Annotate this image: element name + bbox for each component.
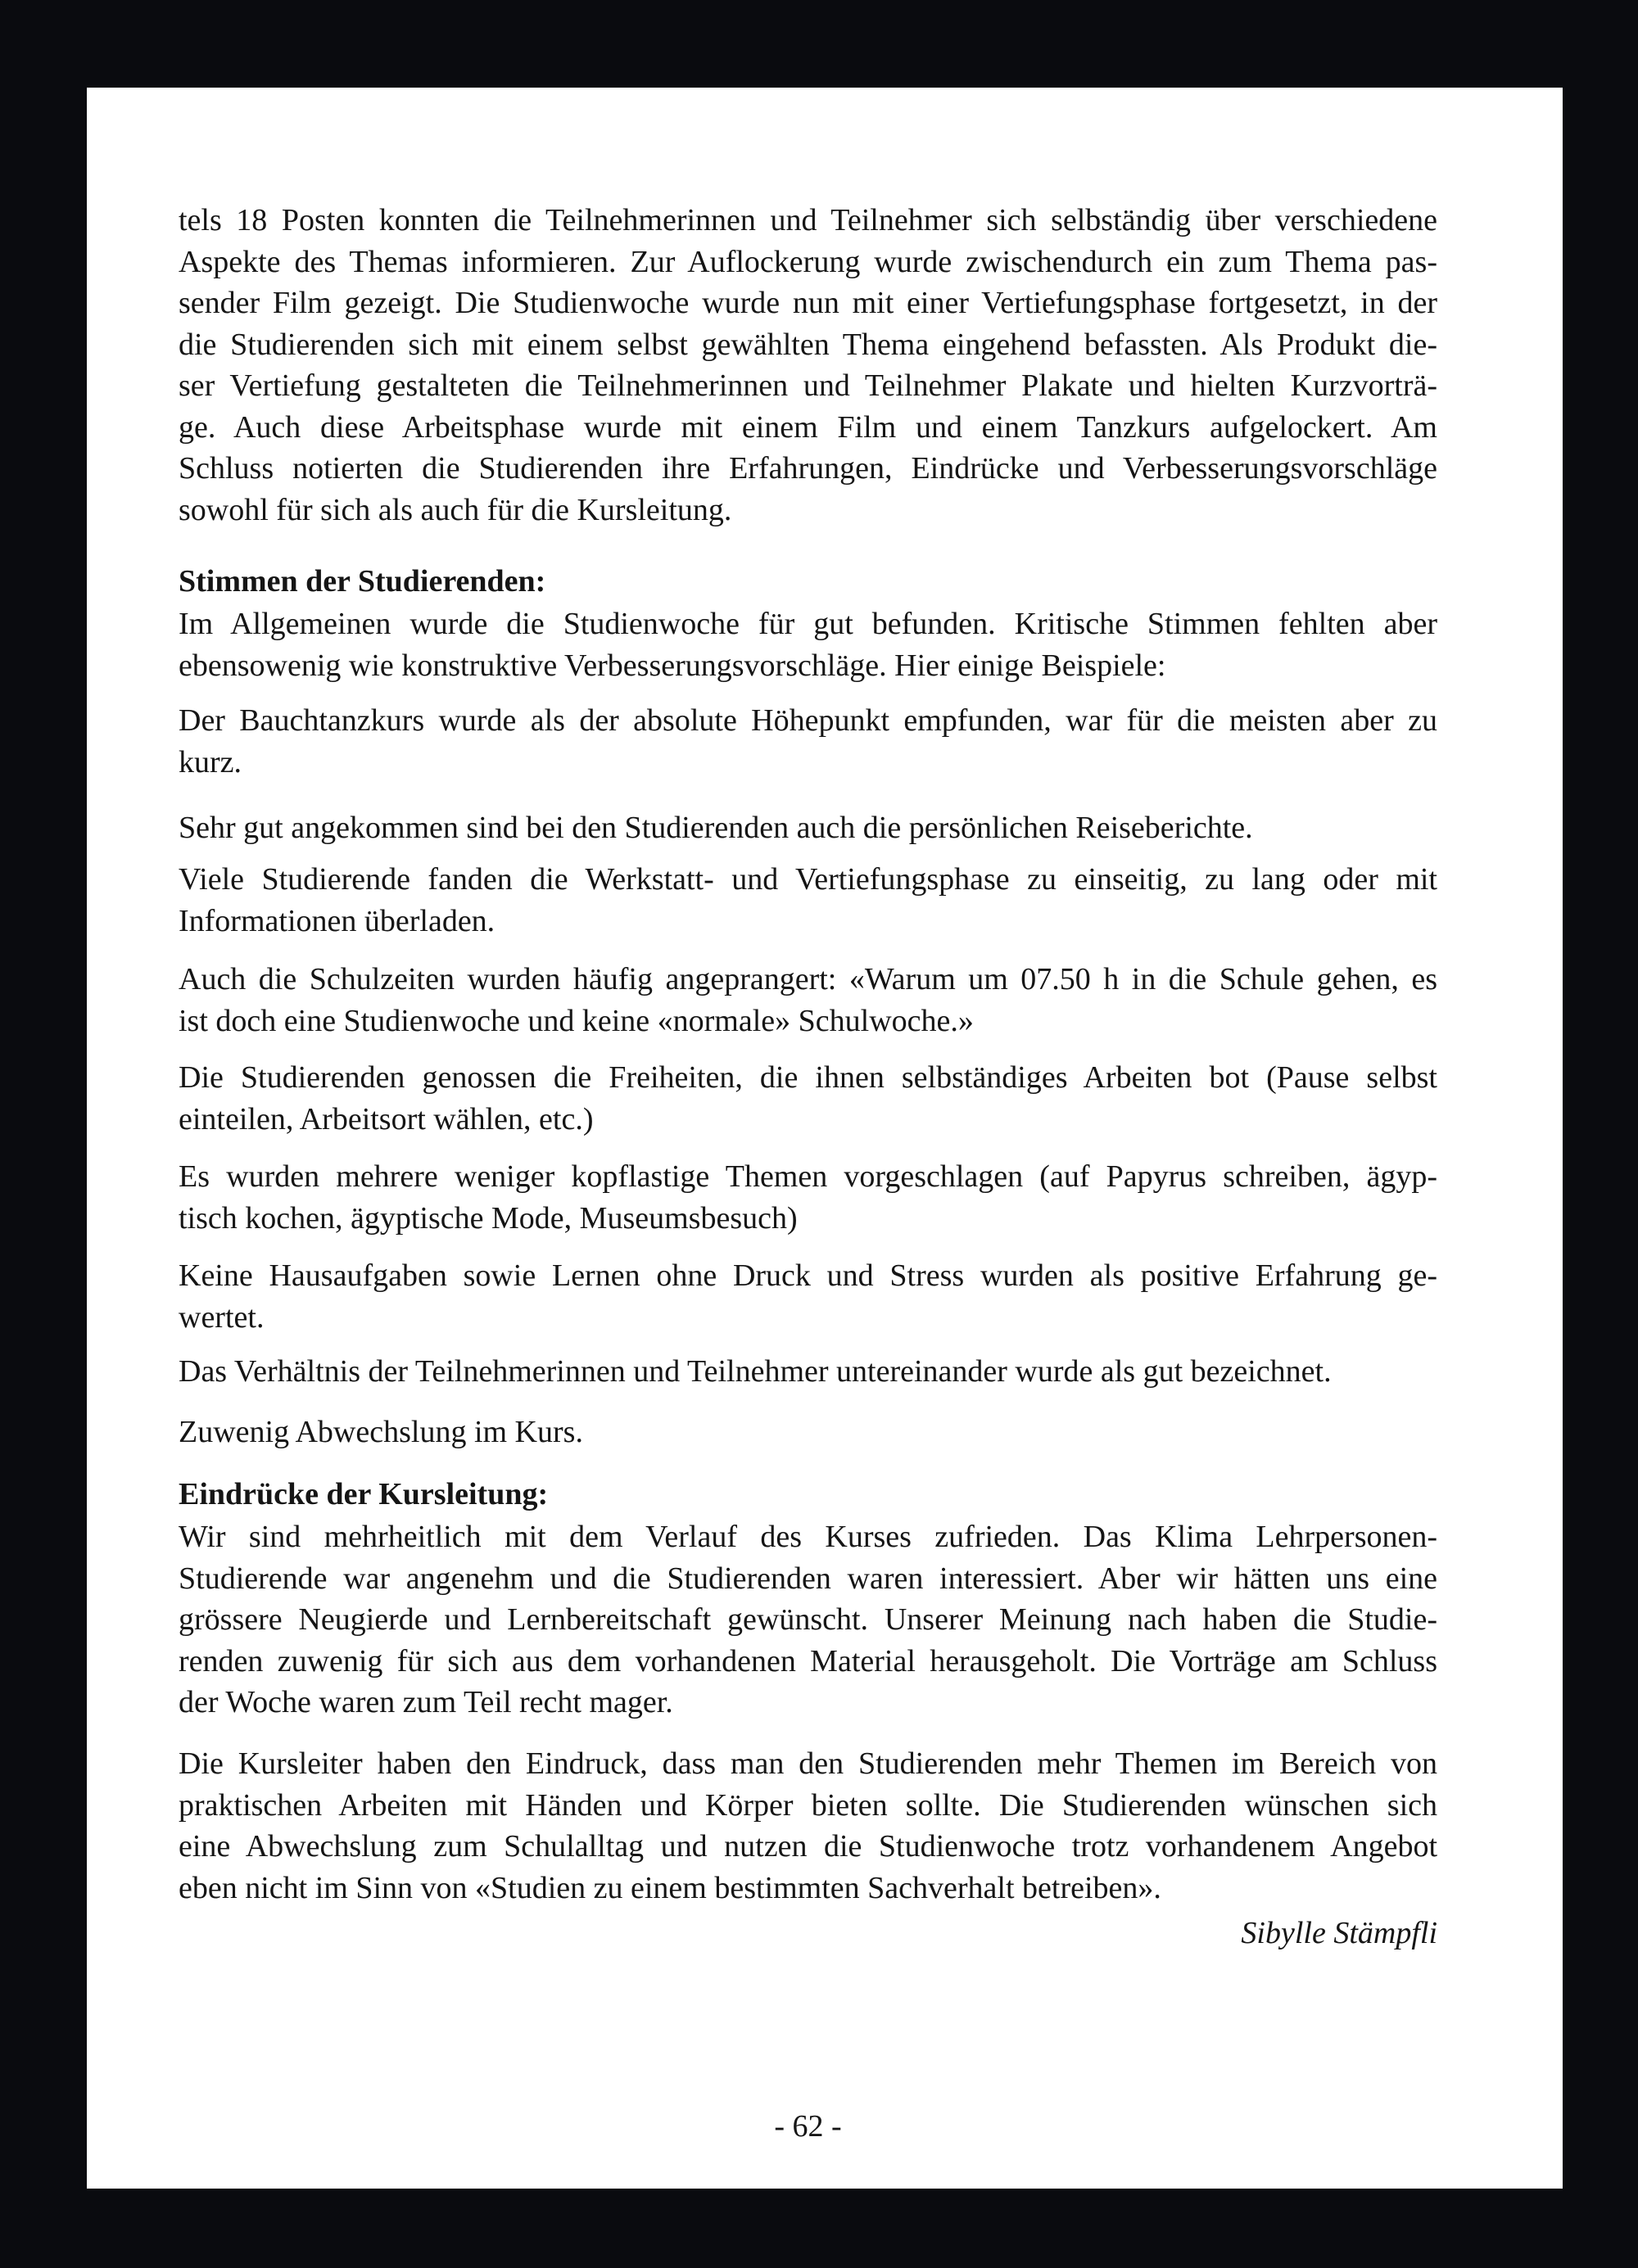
text-line: Der Bauchtanzkurs wurde als der absolute Höhepunkt empfunden, war für die meisten aber zu	[179, 703, 1437, 738]
text-line: Es wurden mehrere weniger kopflastige Themen vorgeschlagen (auf Papyrus schreiben, ägyp-	[179, 1159, 1437, 1194]
text-line: Keine Hausaufgaben sowie Lernen ohne Druck und Stress wurden als positive Erfahrung ge-	[179, 1258, 1437, 1293]
paragraph	[179, 603, 1437, 686]
text-line: Die Studierenden genossen die Freiheiten, die ihnen selbständiges Arbeiten bot (Pause selbst	[179, 1060, 1437, 1095]
text-line: einteilen, Arbeitsort wählen, etc.)	[179, 1101, 594, 1136]
text-line: Sehr gut angekommen sind bei den Studierenden auch die persönlichen Reiseberichte.	[179, 811, 1253, 845]
section-heading	[179, 1474, 1437, 1516]
text-line: eine Abwechslung zum Schulalltag und nutzen die Studienwoche trotz vorhandenem Angebot	[179, 1829, 1437, 1864]
text-line: tels 18 Posten konnten die Teilnehmerinnen und Teilnehmer sich selbständig über verschiedene	[179, 203, 1437, 237]
text-line: eben nicht im Sinn von «Studien zu einem bestimmten Sachverhalt betreiben».	[179, 1870, 1161, 1905]
text-line: Aspekte des Themas informieren. Zur Auflockerung wurde zwischendurch ein zum Thema pas-	[179, 244, 1437, 279]
text-line: Schluss notierten die Studierenden ihre Erfahrungen, Eindrücke und Verbesserungsvorschläge	[179, 451, 1437, 486]
paragraph	[179, 700, 1437, 783]
paragraph	[179, 1516, 1437, 1724]
text-line: Zuwenig Abwechslung im Kurs.	[179, 1415, 583, 1449]
document-page	[87, 88, 1563, 2189]
paragraph	[179, 959, 1437, 1041]
text-line: ist doch eine Studienwoche und keine «normale» Schulwoche.»	[179, 1003, 974, 1038]
paragraph	[179, 1412, 1437, 1453]
text-line: die Studierenden sich mit einem selbst gewählten Thema eingehend befassten. Als Produkt die-	[179, 327, 1437, 362]
text-line: Das Verhältnis der Teilnehmerinnen und Teilnehmer untereinander wurde als gut bezeichnet.	[179, 1354, 1332, 1389]
text-line: praktischen Arbeiten mit Händen und Körper bieten sollte. Die Studierenden wünschen sich	[179, 1787, 1437, 1823]
author-signature	[179, 1913, 1437, 1954]
text-line: Eindrücke der Kursleitung:	[179, 1477, 549, 1511]
paragraph	[179, 859, 1437, 942]
text-line: Studierende war angenehm und die Studierenden waren interessiert. Aber wir hätten uns eine	[179, 1561, 1437, 1596]
section-heading	[179, 561, 1437, 603]
text-line: renden zuwenig für sich aus dem vorhandenen Material herausgeholt. Die Vorträge am Schluss	[179, 1643, 1437, 1678]
text-line: ge. Auch diese Arbeitsphase wurde mit einem Film und einem Tanzkurs aufgelockert. Am	[179, 409, 1437, 445]
text-line: der Woche waren zum Teil recht mager.	[179, 1685, 673, 1719]
text-line: grössere Neugierde und Lernbereitschaft gewünscht. Unserer Meinung nach haben die Studie-	[179, 1602, 1437, 1637]
text-line: ebensowenig wie konstruktive Verbesserungsvorschläge. Hier einige Beispiele:	[179, 648, 1166, 683]
text-line: Auch die Schulzeiten wurden häufig angeprangert: «Warum um 07.50 h in die Schule gehen, es	[179, 962, 1437, 996]
text-line: tisch kochen, ägyptische Mode, Museumsbesuch)	[179, 1200, 798, 1236]
text-line: kurz.	[179, 744, 242, 779]
text-line: Sibylle Stämpfli	[1241, 1916, 1437, 1950]
text-line: wertet.	[179, 1299, 265, 1335]
paragraph	[179, 1743, 1437, 1909]
text-line: Informationen überladen.	[179, 903, 495, 938]
page-number	[179, 2106, 1437, 2148]
text-line: ser Vertiefung gestalteten die Teilnehmerinnen und Teilnehmer Plakate und hielten Kurzvorträ-	[179, 368, 1437, 403]
paragraph	[179, 200, 1437, 531]
text-line: sender Film gezeigt. Die Studienwoche wurde nun mit einer Vertiefungsphase fortgesetzt, in der	[179, 286, 1437, 320]
text-line: - 62 -	[774, 2109, 842, 2144]
paragraph	[179, 1057, 1437, 1140]
text-line: Stimmen der Studierenden:	[179, 564, 546, 599]
text-line: Im Allgemeinen wurde die Studienwoche für gut befunden. Kritische Stimmen fehlten aber	[179, 607, 1437, 641]
paragraph	[179, 1351, 1437, 1393]
text-line: Wir sind mehrheitlich mit dem Verlauf des Kurses zufrieden. Das Klima Lehrpersonen-	[179, 1520, 1437, 1554]
paragraph	[179, 1156, 1437, 1239]
paragraph	[179, 807, 1437, 849]
paragraph	[179, 1255, 1437, 1338]
text-line: Viele Studierende fanden die Werkstatt- und Vertiefungsphase zu einseitig, zu lang oder mit	[179, 862, 1437, 897]
text-line: Die Kursleiter haben den Eindruck, dass man den Studierenden mehr Themen im Bereich von	[179, 1746, 1437, 1781]
text-line: sowohl für sich als auch für die Kursleitung.	[179, 492, 732, 527]
